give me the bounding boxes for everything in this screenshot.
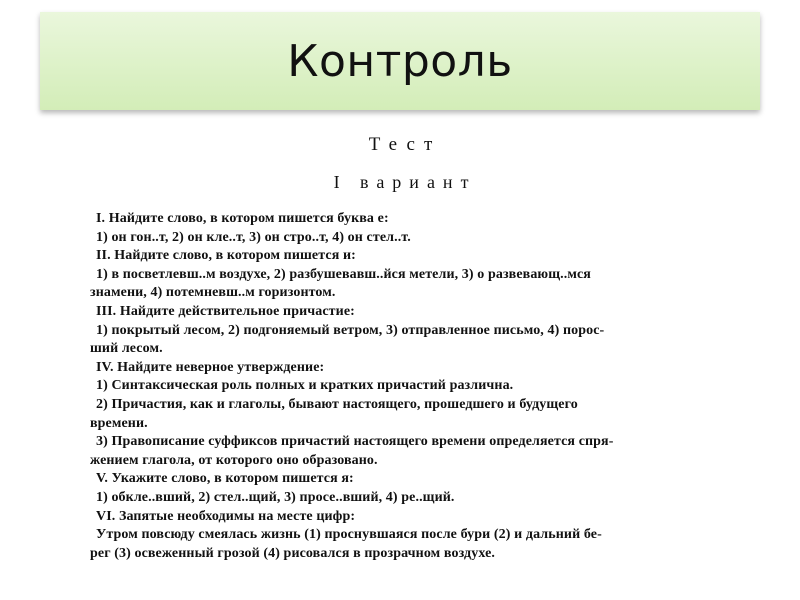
- question-6-sentence-cont: рег (3) освеженный грозой (4) рисовался в прозрачном воздухе.: [90, 545, 495, 561]
- question-3-text: III. Найдите действительное причастие:: [96, 303, 355, 319]
- question-5-text: V. Укажите слово, в котором пишется я:: [96, 471, 354, 487]
- question-2-text: II. Найдите слово, в котором пишется и:: [96, 248, 356, 264]
- question-6-text: VI. Запятые необходимы на месте цифр:: [96, 508, 356, 524]
- question-3-options-cont: ший лесом.: [90, 341, 163, 357]
- test-document: [90, 128, 720, 563]
- question-1-options: 1) он гон..т, 2) он кле..т, 3) он стро..т, 4) он стел..т.: [96, 229, 411, 245]
- variant-heading: I вариант: [333, 172, 477, 192]
- question-4-option-1: 1) Синтаксическая роль полных и кратких причастий различна.: [96, 378, 514, 394]
- test-lines: [90, 210, 720, 563]
- question-5-options: 1) обкле..вший, 2) стел..щий, 3) просе..вший, 4) ре..щий.: [96, 489, 455, 505]
- question-4-text: IV. Найдите неверное утверждение:: [96, 359, 325, 375]
- question-6-sentence: Утром повсюду смеялась жизнь (1) проснувшаяся после бури (2) и дальний бе-: [96, 527, 602, 543]
- question-3-options: 1) покрытый лесом, 2) подгоняемый ветром, 3) отправленное письмо, 4) порос-: [96, 322, 605, 338]
- question-2-options-cont: знамени, 4) потемневш..м горизонтом.: [90, 285, 336, 301]
- question-4-option-3-cont: жением глагола, от которого оно образовано.: [90, 452, 378, 468]
- slide-title: Контроль: [287, 35, 513, 87]
- slide-title-banner: [40, 12, 760, 110]
- question-4-option-3: 3) Правописание суффиксов причастий настоящего времени определяется спря-: [96, 434, 614, 450]
- question-1-text: I. Найдите слово, в котором пишется буква е:: [96, 211, 389, 226]
- question-2-options: 1) в посветлевш..м воздухе, 2) разбушевавш..йся метели, 3) о развевающ..мся: [96, 266, 591, 282]
- question-4-option-2: 2) Причастия, как и глаголы, бывают настоящего, прошедшего и будущего: [96, 396, 578, 412]
- question-4-option-2-cont: времени.: [90, 415, 148, 431]
- test-heading: Тест: [368, 134, 442, 155]
